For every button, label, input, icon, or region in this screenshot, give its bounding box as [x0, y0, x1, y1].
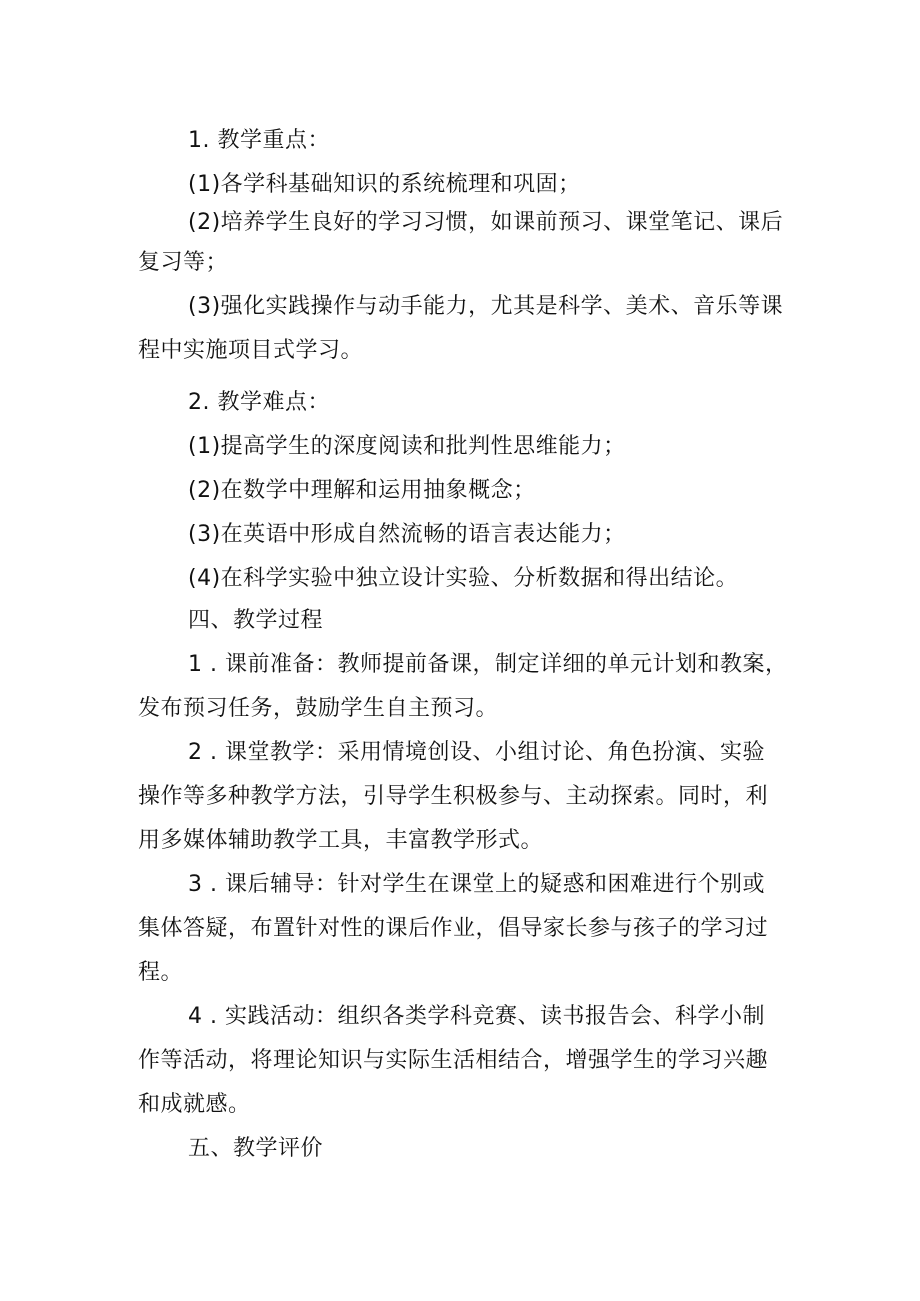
key-point-item-2-line-1: (2)培养学生良好的学习习惯，如课前预习、课堂笔记、课后	[188, 210, 784, 235]
process-step-4-line-1: 4 . 实践活动：组织各类学科竞赛、读书报告会、科学小制	[188, 1004, 765, 1029]
process-step-4-line-3: 和成就感。	[138, 1092, 251, 1117]
key-point-item-3-line-1: (3)强化实践操作与动手能力，尤其是科学、美术、音乐等课	[188, 294, 784, 319]
process-step-2-line-1: 2 . 课堂教学：采用情境创设、小组讨论、角色扮演、实验	[188, 740, 765, 765]
difficult-points-heading: 2. 教学难点：	[188, 390, 330, 415]
process-step-4-line-2: 作等活动，将理论知识与实际生活相结合，增强学生的学习兴趣	[138, 1048, 769, 1073]
difficult-point-item-2: (2)在数学中理解和运用抽象概念；	[188, 478, 536, 503]
process-heading: 四、教学过程	[188, 608, 324, 633]
process-step-3-line-2: 集体答疑，布置针对性的课后作业，倡导家长参与孩子的学习过	[138, 916, 769, 941]
difficult-point-item-4: (4)在科学实验中独立设计实验、分析数据和得出结论。	[188, 566, 739, 591]
evaluation-heading: 五、教学评价	[188, 1136, 324, 1161]
key-point-item-3-line-2: 程中实施项目式学习。	[138, 338, 364, 363]
process-step-2-line-2: 操作等多种教学方法，引导学生积极参与、主动探索。同时，利	[138, 784, 769, 809]
key-points-heading: 1. 教学重点：	[188, 128, 330, 153]
process-step-2-line-3: 用多媒体辅助教学工具，丰富教学形式。	[138, 828, 544, 853]
process-step-3-line-3: 程。	[138, 960, 184, 985]
difficult-point-item-3: (3)在英语中形成自然流畅的语言表达能力；	[188, 522, 626, 547]
process-step-1-line-1: 1 . 课前准备：教师提前备课，制定详细的单元计划和教案，	[188, 652, 788, 677]
process-step-3-line-1: 3 . 课后辅导：针对学生在课堂上的疑惑和困难进行个别或	[188, 872, 765, 897]
difficult-point-item-1: (1)提高学生的深度阅读和批判性思维能力；	[188, 434, 626, 459]
key-point-item-2-line-2: 复习等；	[138, 250, 229, 275]
key-point-item-1: (1)各学科基础知识的系统梳理和巩固；	[188, 172, 581, 197]
process-step-1-line-2: 发布预习任务，鼓励学生自主预习。	[138, 696, 499, 721]
